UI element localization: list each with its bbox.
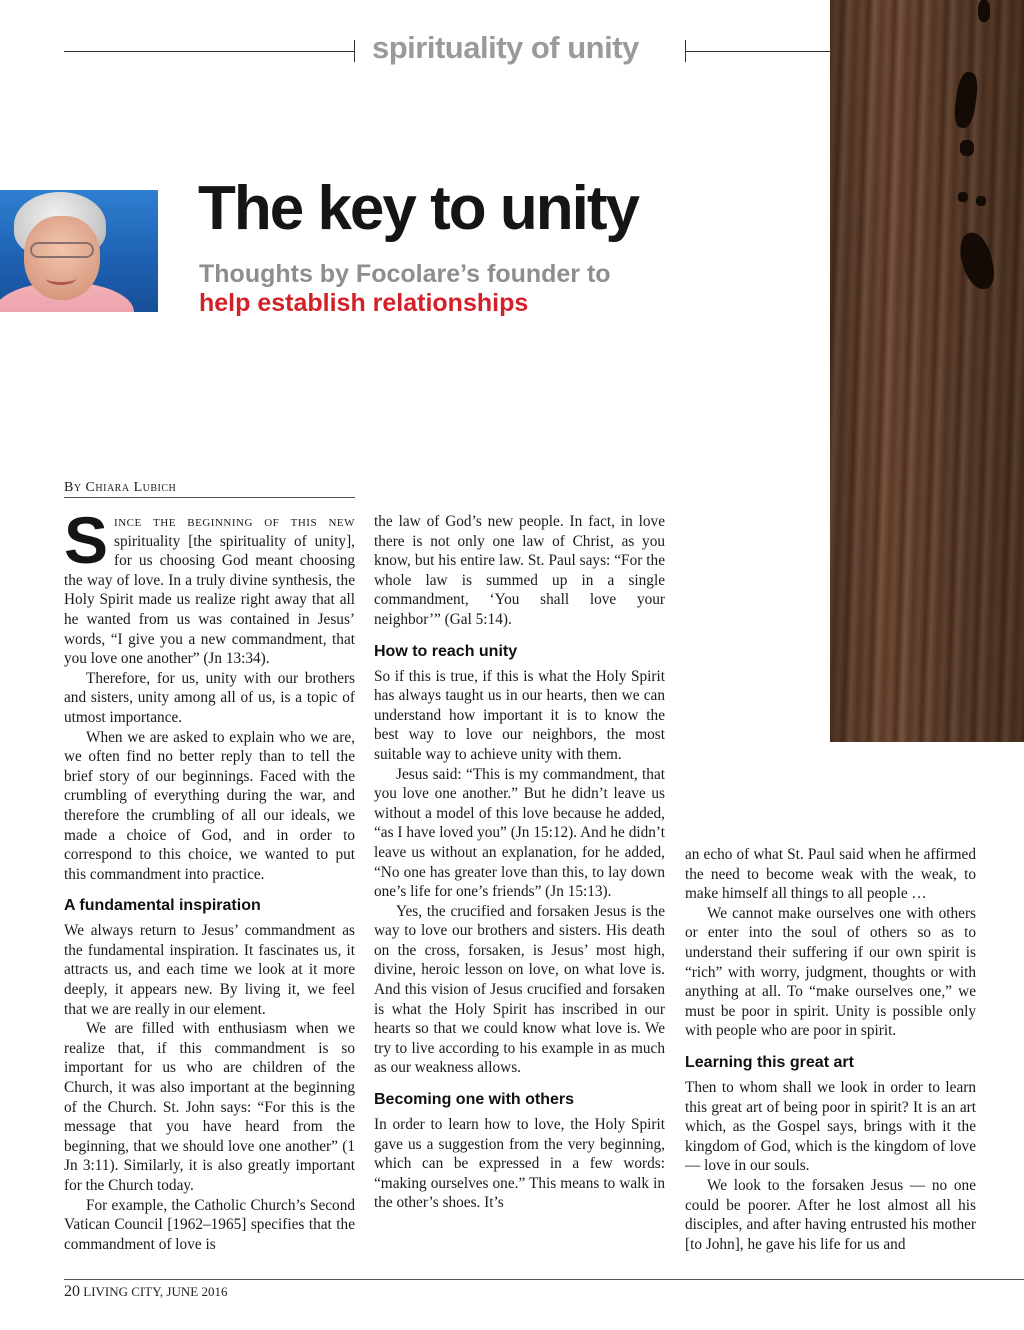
paragraph <box>64 503 355 669</box>
article-subtitle <box>199 260 611 318</box>
paragraph: We look to the forsaken Jesus — no one could be poorer. After he lost almost all his disciples, and after having entrusted his mother [to John], he gave his life for us and <box>685 1176 976 1253</box>
paragraph: Yes, the crucified and forsaken Jesus is the way to love our brothers and sisters. His death on the cross, forsaken, is Jesus’ most high, divine, heroic lesson on love, on what love is. And this vision of Jesus crucified and forsaken is what the Holy Spirit has inscribed in our hearts so that we could know what love is. We try to live according to his example in as much as our weakness allows. <box>374 902 665 1077</box>
subheading: How to reach unity <box>374 642 518 660</box>
wood-photo <box>830 0 1024 742</box>
paragraph-text: spirituality [the spirituality of unity], for us choosing God meant choosing the way of love. In a truly divine synthesis, the Holy Spirit made us realize right away that all he wanted from us was contained in Jesus’ words, “I give you a new commandment, that you love one another” (Jn 13:34). <box>64 532 355 668</box>
column-1 <box>64 503 355 1254</box>
subtitle-line-2: help establish relationships <box>199 289 529 317</box>
subheading: A fundamental inspiration <box>64 897 261 915</box>
page-footer <box>64 1283 227 1301</box>
paragraph: We always return to Jesus’ commandment as the fundamental inspiration. It fascinates us, it attracts us, and each time we look at it more deeply, it appears new. By living it, we feel that we are really in our element. <box>64 922 355 1018</box>
subheading: Learning this great art <box>685 1053 854 1071</box>
paragraph: We cannot make ourselves one with others or enter into the soul of others so as to understand their suffering if our own spirit is “rich” with worry, judgment, thoughts or with anything at all. To “make ourselves one,” we must be poor in spirit. Unity is possible only with people who are poor in spirit. <box>685 904 976 1040</box>
subtitle-line-1: Thoughts by Focolare’s founder to <box>199 260 611 288</box>
paragraph: When we are asked to explain who we are, we often find no better reply than to tell the brief story of our beginnings. Faced with the crumbling of everything during the war, and therefore the crumbling of all our ideals, we made a choice of God, and in order to correspond to this choice, we wanted to put this commandment into practice. <box>64 728 355 883</box>
section-rule-tick-left <box>354 40 355 62</box>
column-3 <box>685 845 976 1254</box>
paragraph: In order to learn how to love, the Holy Spirit gave us a suggestion from the very beginning, which can be expressed in a few words: “making ourselves one.” This means to walk in the other’s shoes. It’s <box>374 1116 665 1212</box>
footer-rule <box>64 1279 1024 1280</box>
section-rule-right <box>686 51 830 52</box>
paragraph: We are filled with enthusiasm when we realize that, if this commandment is so important for us who are children of the Church, it was also important at the beginning of the Church. St. John says: “For this is the message that you have heard from the beginning, that we should love one another” (1 Jn 3:11). Similarly, it is also greatly important for the Church today. <box>64 1020 355 1194</box>
paragraph: the law of God’s new people. In fact, in love there is not only one law of Christ, as you know, but his entire law. St. Paul says: “For the whole law is summed up in a single commandment, ‘You shall love your neighbor’” (Gal 5:14). <box>374 513 665 628</box>
drop-cap: S <box>64 503 109 577</box>
author-portrait <box>0 190 158 312</box>
byline: By Chiara Lubich <box>64 480 177 495</box>
lead-in: ince the beginning of this new <box>114 513 355 530</box>
paragraph: Therefore, for us, unity with our brothers and sisters, unity among all of us, is a topic of utmost importance. <box>64 669 355 726</box>
section-label: spirituality of unity <box>372 30 639 65</box>
column-2 <box>374 512 665 1213</box>
article-title: The key to unity <box>198 174 638 243</box>
paragraph: For example, the Catholic Church’s Second Vatican Council [1962–1965] specifies that the commandment of love is <box>64 1196 355 1253</box>
subheading: Becoming one with others <box>374 1091 575 1109</box>
page-number: 20 <box>64 1283 80 1300</box>
paragraph: Jesus said: “This is my commandment, that you love one another.” But he didn’t leave us without a model of this love because he added, “as I have loved you” (Jn 15:12). And he didn’t leave us without an explanation, for he added, “No one has greater love than this, to lay down one’s life for one’s friends” (Jn 15:13). <box>374 765 665 901</box>
section-rule-left <box>64 51 354 52</box>
paragraph: an echo of what St. Paul said when he affirmed the need to become weak with the weak, to make himself all things to all people … <box>685 846 976 903</box>
paragraph: So if this is true, if this is what the Holy Spirit has always taught us in our hearts, then we can understand how important it is to know the best way to love our neighbors, the most suitable way to achieve unity with them. <box>374 667 665 763</box>
byline-rule <box>64 497 355 498</box>
paragraph: Then to whom shall we look in order to learn this great art of being poor in spirit? It is an art which, as the Gospel says, brings with it the kingdom of God, which is the kingdom of love — love in our souls. <box>685 1078 976 1175</box>
publication-info: LIVING CITY, JUNE 2016 <box>83 1284 228 1299</box>
